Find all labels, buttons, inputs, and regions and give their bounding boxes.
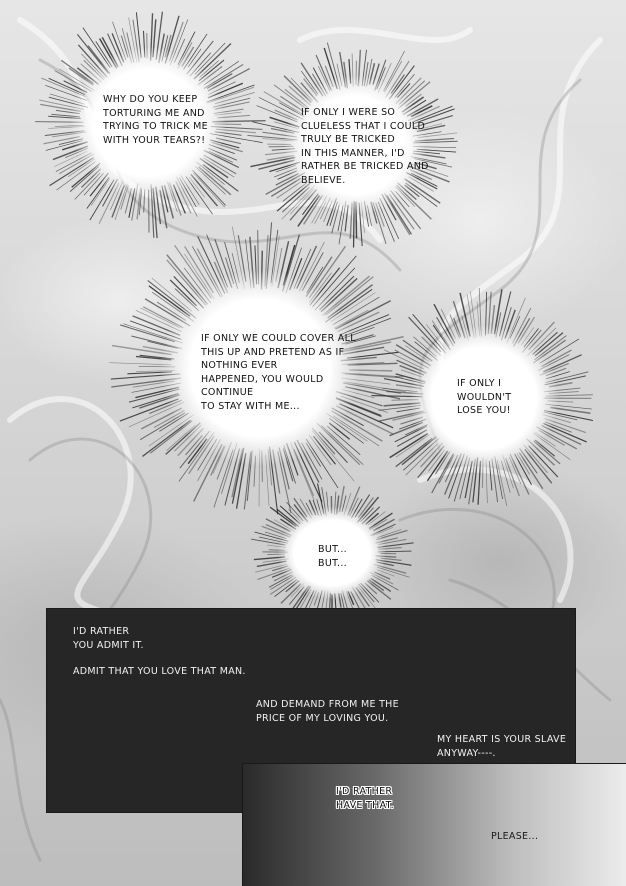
gradient-line-2: PLEASE... [491, 831, 539, 842]
bubble-text-5: BUT... BUT... [318, 544, 348, 569]
bubble-text-1: WHY DO YOU KEEP TORTURING ME AND TRYING TO TRICK ME WITH YOUR TEARS?! [103, 94, 208, 146]
bubble-text-4: IF ONLY I WOULDN'T LOSE YOU! [457, 378, 512, 416]
bubble-text-3: IF ONLY WE COULD COVER ALL THIS UP AND PRETEND AS IF NOTHING EVER HAPPENED, YOU WOULD CONTINUE TO STAY WITH ME... [201, 333, 356, 412]
narration-line-1: I'D RATHER YOU ADMIT IT. [73, 626, 144, 651]
narration-line-3: AND DEMAND FROM ME THE PRICE OF MY LOVING YOU. [256, 699, 399, 724]
bubble-text-2: IF ONLY I WERE SO CLUELESS THAT I COULD TRULY BE TRICKED IN THIS MANNER, I'D RATHER BE TRICKED AND BELIEVE. [301, 107, 429, 186]
gradient-line-1: I'D RATHER HAVE THAT. [336, 786, 394, 811]
narration-line-4: MY HEART IS YOUR SLAVE ANYWAY----. [437, 734, 567, 759]
narration-line-2: ADMIT THAT YOU LOVE THAT MAN. [73, 666, 246, 677]
gradient-narration-panel [243, 764, 626, 886]
